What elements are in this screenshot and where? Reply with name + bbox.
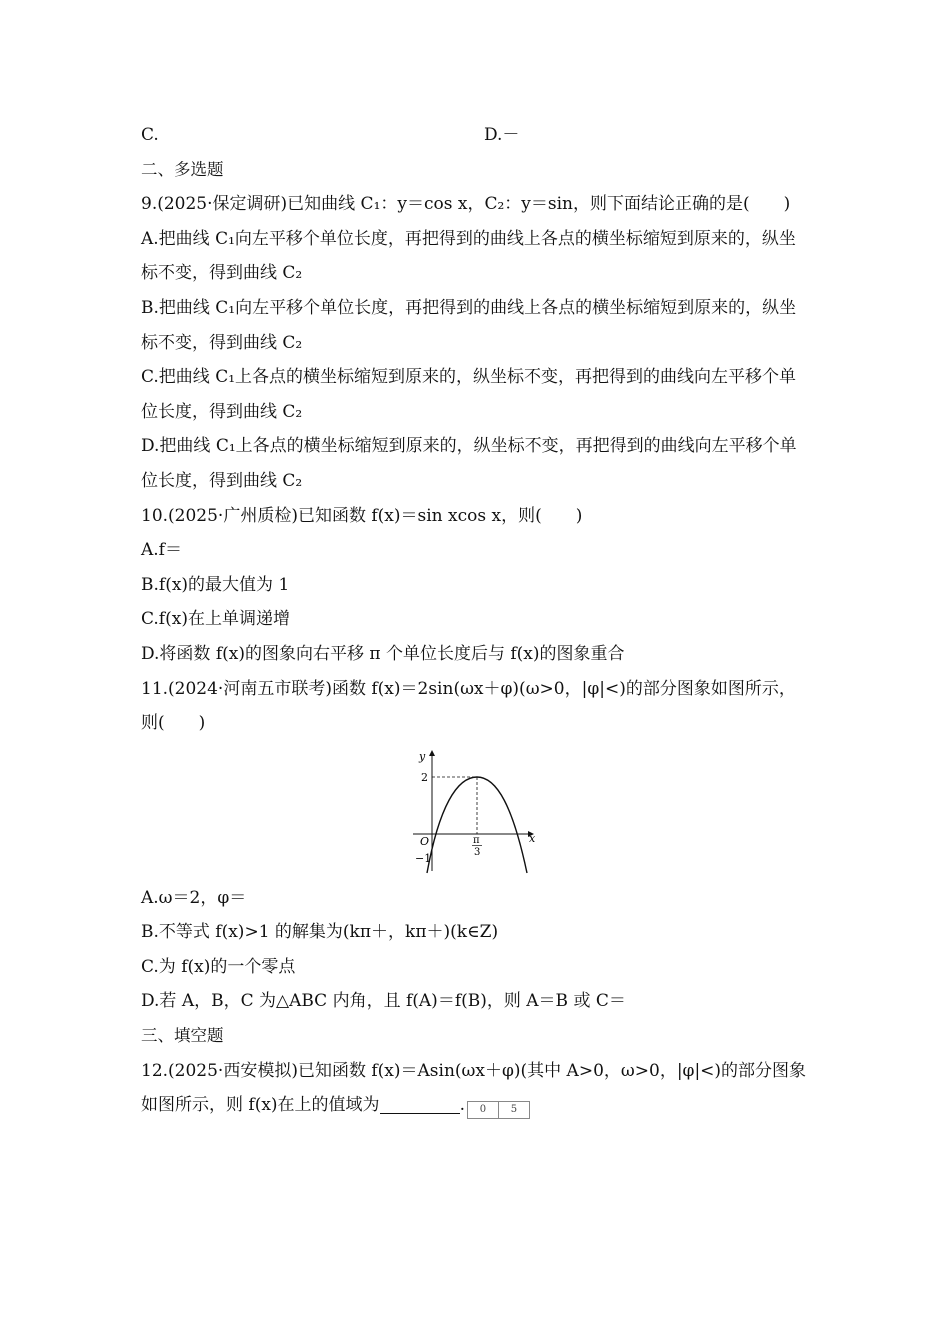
section-heading-fill-blank: 三、填空题: [141, 1026, 224, 1046]
q10-option-c[interactable]: C.f(x)在上单调递增: [141, 609, 290, 630]
q9-option-b[interactable]: B.把曲线 C₁向左平移个单位长度，再把得到的曲线上各点的横坐标缩短到原来的，纵坐标不变，得到曲线 C₂: [141, 297, 797, 353]
q8-option-c[interactable]: C.: [141, 125, 159, 145]
q11-option-c[interactable]: C.为 f(x)的一个零点: [141, 956, 296, 977]
q8-option-d[interactable]: D.－: [484, 125, 520, 145]
q10-option-a[interactable]: A.f＝: [141, 540, 182, 561]
sine-graph: [409, 747, 549, 875]
q9-option-c[interactable]: C.把曲线 C₁上各点的横坐标缩短到原来的，纵坐标不变，再把得到的曲线向左平移个单位长度，得到曲线 C₂: [141, 367, 797, 422]
q10-stem: 10.(2025·广州质检)已知函数 f(x)＝sin xcos x，则( ): [141, 505, 583, 526]
q12-end-mark: .: [459, 1095, 465, 1116]
q12-stem: 12.(2025·西安模拟)已知函数 f(x)＝Asin(ωx＋φ)(其中 A>0，ω>0，|φ|<)的部分图象如图所示，则 f(x)在上的值域为: [141, 1060, 807, 1116]
q12-answer-blank[interactable]: [380, 1093, 460, 1114]
q10-option-b[interactable]: B.f(x)的最大值为 1: [141, 574, 290, 595]
q11-option-d[interactable]: D.若 A，B，C 为△ABC 内角，且 f(A)＝f(B)，则 A＝B 或 C＝: [141, 991, 626, 1012]
origin-label: O: [420, 834, 430, 848]
y-min-label: −1: [415, 851, 432, 865]
score-cell-5[interactable]: 5: [498, 1102, 529, 1118]
section-heading-multiple-choice: 二、多选题: [141, 159, 224, 179]
q11-figure: [141, 741, 811, 881]
x-axis-label: x: [529, 831, 536, 845]
q12-score-box[interactable]: [467, 1101, 530, 1119]
y-max-label: 2: [421, 770, 428, 784]
q12-question: [141, 1054, 811, 1123]
q11-stem: 11.(2024·河南五市联考)函数 f(x)＝2sin(ωx＋φ)(ω>0，|φ|<)的部分图象如图所示，则( ): [141, 678, 796, 734]
q11-option-a[interactable]: A.ω＝2，φ＝: [141, 887, 247, 908]
x-tick-numerator: π: [473, 834, 480, 846]
x-tick-denominator: 3: [474, 846, 481, 858]
y-axis-label: y: [419, 749, 426, 763]
worksheet-page: [141, 118, 811, 1123]
q11-option-b[interactable]: B.不等式 f(x)>1 的解集为(kπ＋，kπ＋)(k∈Z): [141, 922, 499, 943]
q10-option-d[interactable]: D.将函数 f(x)的图象向右平移 π 个单位长度后与 f(x)的图象重合: [141, 643, 625, 664]
q9-option-a[interactable]: A.把曲线 C₁向左平移个单位长度，再把得到的曲线上各点的横坐标缩短到原来的，纵坐标不变，得到曲线 C₂: [141, 228, 796, 284]
q9-stem: 9.(2025·保定调研)已知曲线 C₁：y＝cos x，C₂：y＝sin，则下面结论正确的是( ): [141, 194, 791, 215]
q8-options-row: [141, 118, 811, 153]
score-cell-0[interactable]: 0: [479, 1104, 487, 1116]
q9-option-d[interactable]: D.把曲线 C₁上各点的横坐标缩短到原来的，纵坐标不变，再把得到的曲线向左平移个单位长度，得到曲线 C₂: [141, 436, 797, 491]
